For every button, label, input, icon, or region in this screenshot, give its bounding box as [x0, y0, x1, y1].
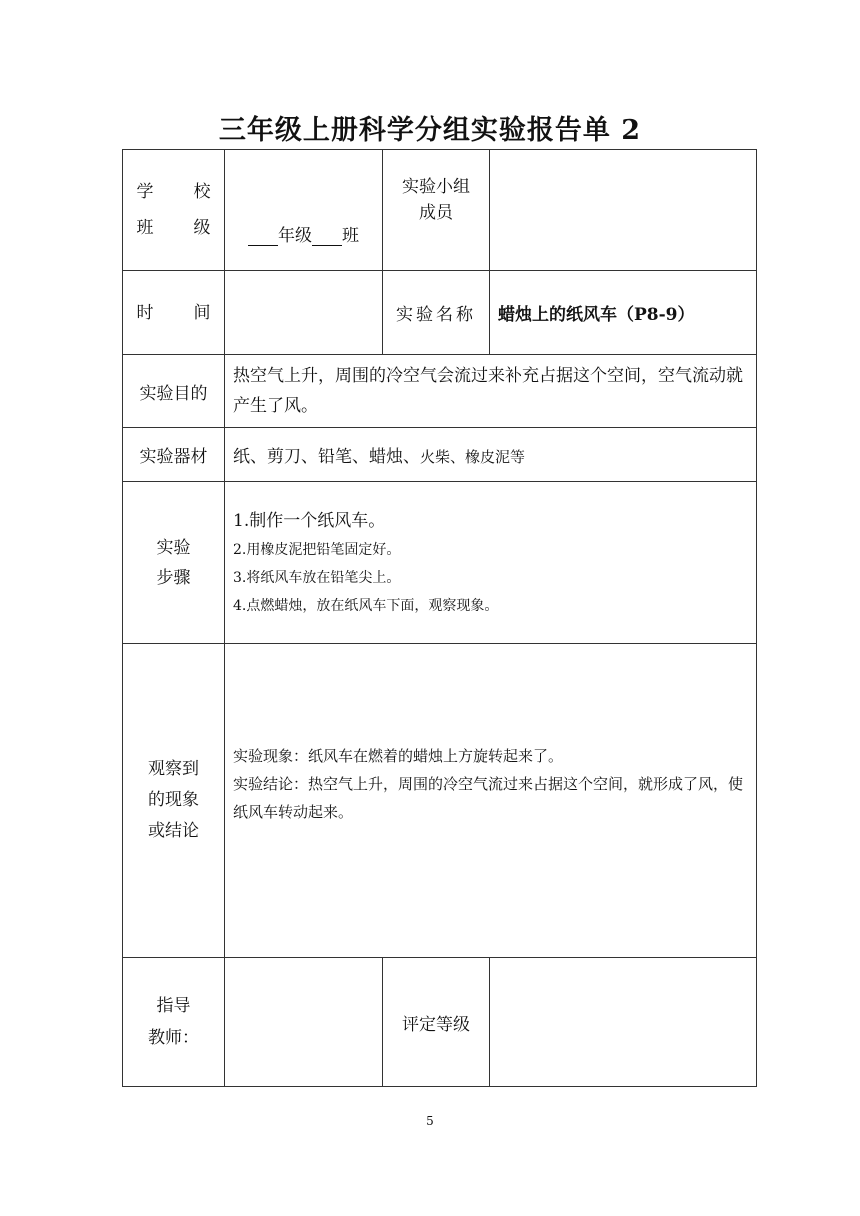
step-item: 1.制作一个纸风车。: [233, 510, 386, 531]
purpose-text: 热空气上升，周围的冷空气会流过来补充占据这个空间，空气流动就产生了风。: [225, 355, 757, 428]
observation-cell: [225, 644, 757, 958]
report-table: [122, 149, 757, 1087]
observation-label-line1: 观察到: [148, 759, 199, 779]
school-class-label-cell: [123, 150, 225, 271]
conclusion-text: 实验结论：热空气上升，周围的冷空气流过来占据这个空间，就形成了风，使纸风车转动起来。: [233, 775, 744, 821]
steps-label-line1: 实验: [156, 537, 191, 558]
grade-blank[interactable]: [248, 227, 278, 246]
materials-text-small: 火柴、橡皮泥等: [420, 448, 526, 466]
experiment-name-label-text: 实验名称: [396, 305, 476, 325]
steps-label-line2: 步骤: [156, 567, 191, 588]
time-value-cell[interactable]: [225, 271, 383, 355]
row-teacher-grade: [123, 958, 757, 1087]
class-label: 班 级: [136, 218, 211, 238]
teacher-label-line1: 指导: [156, 996, 191, 1016]
members-label-cell: [383, 150, 490, 271]
page-number: 5: [426, 1114, 434, 1128]
class-suffix: 班: [342, 226, 359, 246]
row-time-name: [123, 271, 757, 355]
materials-text-main: 纸、剪刀、铅笔、蜡烛、: [233, 447, 420, 467]
grade-value-cell[interactable]: [490, 958, 757, 1087]
teacher-label-line2: 教师：: [148, 1028, 199, 1048]
grade-class-input-cell[interactable]: [225, 150, 383, 271]
materials-cell: [225, 428, 757, 482]
materials-label: 实验器材: [123, 428, 225, 482]
step-item: 3.将纸风车放在铅笔尖上。: [233, 569, 401, 586]
school-label: 学 校: [136, 182, 211, 202]
experiment-name-label: [383, 271, 490, 355]
row-purpose: [123, 355, 757, 428]
steps-cell: [225, 482, 757, 644]
report-title: 三年级上册科学分组实验报告单 2: [218, 115, 642, 146]
steps-label-cell: [123, 482, 225, 644]
step-item: 4.点燃蜡烛，放在纸风车下面，观察现象。: [233, 597, 499, 614]
members-label-line1: 实验小组: [402, 177, 470, 197]
grade-label: 评定等级: [383, 958, 490, 1087]
time-label-cell: [123, 271, 225, 355]
step-item: 2.用橡皮泥把铅笔固定好。: [233, 541, 401, 558]
members-value-cell[interactable]: [490, 150, 757, 271]
observation-label-cell: [123, 644, 225, 958]
observation-label-line2: 的现象: [148, 790, 199, 810]
phenomenon-text: 实验现象：纸风车在燃着的蜡烛上方旋转起来了。: [233, 747, 564, 765]
purpose-label: 实验目的: [123, 355, 225, 428]
row-materials: [123, 428, 757, 482]
teacher-value-cell[interactable]: [225, 958, 383, 1087]
observation-label-line3: 或结论: [148, 821, 199, 841]
row-school-class: [123, 150, 757, 271]
row-steps: [123, 482, 757, 644]
teacher-label-cell: [123, 958, 225, 1087]
members-label-line2: 成员: [419, 203, 453, 223]
class-blank[interactable]: [312, 227, 342, 246]
grade-suffix: 年级: [278, 226, 312, 246]
time-label: 时 间: [136, 302, 211, 323]
row-observation: [123, 644, 757, 958]
experiment-name-value: 蜡烛上的纸风车（P8-9）: [490, 271, 757, 355]
